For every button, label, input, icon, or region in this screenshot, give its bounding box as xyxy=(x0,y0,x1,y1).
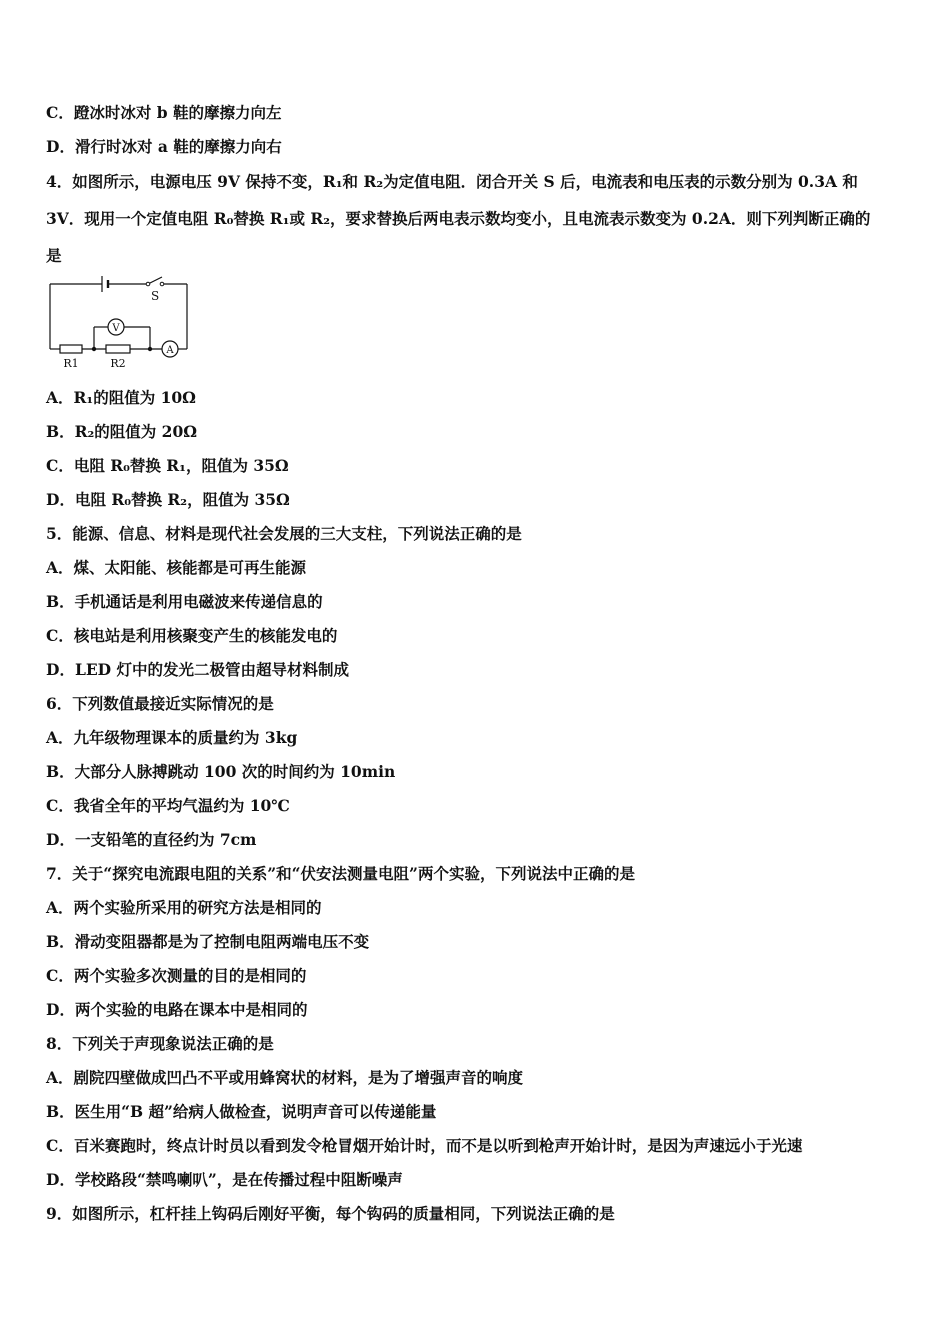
q4-stem-line3: 是 xyxy=(46,246,62,265)
q7-option-b: B．滑动变阻器都是为了控制电阻两端电压不变 xyxy=(46,932,370,951)
q6-option-c: C．我省全年的平均气温约为 10℃ xyxy=(46,796,290,815)
q4-option-d: D．电阻 R₀替换 R₂，阻值为 35Ω xyxy=(46,490,290,509)
junction-dot xyxy=(148,347,152,351)
q7-stem: 7．关于“探究电流跟电阻的关系”和“伏安法测量电阻”两个实验，下列说法中正确的是 xyxy=(46,864,635,883)
q6-stem: 6．下列数值最接近实际情况的是 xyxy=(46,694,274,713)
q4-option-a: A．R₁的阻值为 10Ω xyxy=(46,388,196,407)
q4-stem-line2: 3V．现用一个定值电阻 R₀替换 R₁或 R₂，要求替换后两电表示数均变小，且电流表示数变为 0.2A．则下列判断正确的 xyxy=(46,209,871,228)
r1-label: R1 xyxy=(63,357,79,370)
q3-option-c: C．蹬冰时冰对 b 鞋的摩擦力向左 xyxy=(46,103,282,122)
q6-option-a: A．九年级物理课本的质量约为 3kg xyxy=(46,728,298,747)
q4-option-b: B．R₂的阻值为 20Ω xyxy=(46,422,198,441)
switch-blade xyxy=(148,277,162,284)
q9-stem: 9．如图所示，杠杆挂上钩码后刚好平衡，每个钩码的质量相同，下列说法正确的是 xyxy=(46,1204,615,1223)
resistor-r2 xyxy=(106,345,130,353)
r2-label: R2 xyxy=(110,357,126,370)
q3-option-d: D．滑行时冰对 a 鞋的摩擦力向右 xyxy=(46,137,282,156)
q4-option-c: C．电阻 R₀替换 R₁，阻值为 35Ω xyxy=(46,456,289,475)
q7-option-c: C．两个实验多次测量的目的是相同的 xyxy=(46,966,307,985)
q8-option-a: A．剧院四壁做成凹凸不平或用蜂窝状的材料，是为了增强声音的响度 xyxy=(46,1068,524,1087)
voltmeter-label: V xyxy=(112,323,120,334)
q6-option-b: B．大部分人脉搏跳动 100 次的时间约为 10min xyxy=(46,762,396,781)
q5-option-d: D．LED 灯中的发光二极管由超导材料制成 xyxy=(46,660,349,679)
junction-dot xyxy=(92,347,96,351)
q5-option-b: B．手机通话是利用电磁波来传递信息的 xyxy=(46,592,323,611)
q7-option-d: D．两个实验的电路在课本中是相同的 xyxy=(46,1000,308,1019)
circuit-diagram xyxy=(44,272,194,372)
q8-stem: 8．下列关于声现象说法正确的是 xyxy=(46,1034,274,1053)
q7-option-a: A．两个实验所采用的研究方法是相同的 xyxy=(46,898,322,917)
ammeter-label: A xyxy=(166,345,174,356)
q5-option-c: C．核电站是利用核聚变产生的核能发电的 xyxy=(46,626,338,645)
q6-option-d: D．一支铅笔的直径约为 7cm xyxy=(46,830,257,849)
q4-stem-line1: 4．如图所示，电源电压 9V 保持不变，R₁和 R₂为定值电阻．闭合开关 S 后，电流表和电压表的示数分别为 0.3A 和 xyxy=(46,172,858,191)
resistor-r1 xyxy=(60,345,82,353)
q5-stem: 5．能源、信息、材料是现代社会发展的三大支柱，下列说法正确的是 xyxy=(46,524,522,543)
q8-option-d: D．学校路段“禁鸣喇叭”，是在传播过程中阻断噪声 xyxy=(46,1170,403,1189)
q5-option-a: A．煤、太阳能、核能都是可再生能源 xyxy=(46,558,307,577)
q8-option-c: C．百米赛跑时，终点计时员以看到发令枪冒烟开始计时，而不是以听到枪声开始计时，是因为声速远小于光速 xyxy=(46,1136,803,1155)
switch-label: S xyxy=(151,289,160,303)
q8-option-b: B．医生用“B 超”给病人做检查，说明声音可以传递能量 xyxy=(46,1102,437,1121)
